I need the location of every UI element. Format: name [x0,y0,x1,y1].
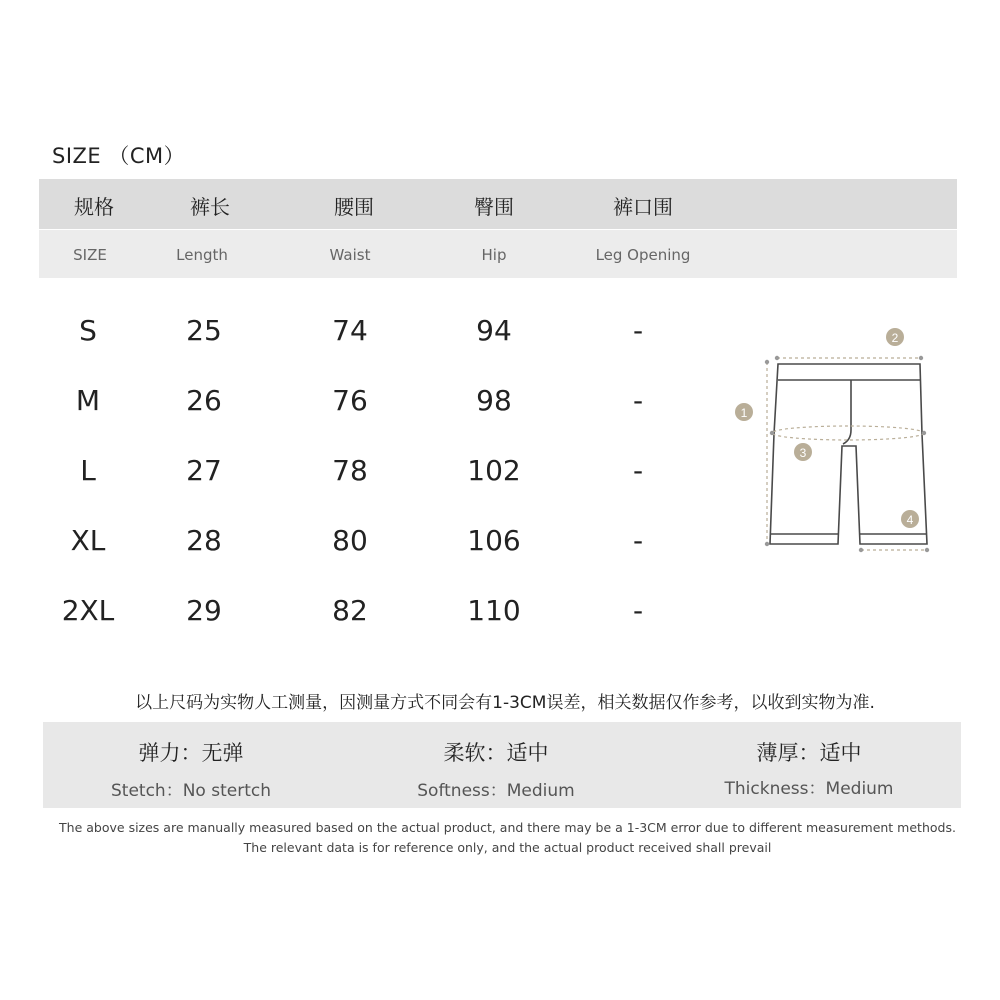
svg-text:3: 3 [799,446,807,460]
waist-cell: 76 [332,384,368,417]
header-waist-cn: 腰围 [334,195,374,219]
svg-text:1: 1 [740,406,748,420]
measurement-note-chinese: 以上尺码为实物人工测量，因测量方式不同会有1-3CM误差，相关数据仅作参考，以收到实物为准. [135,693,875,713]
header-hip-en: Hip [481,246,507,264]
leg-opening-cell: - [632,384,644,417]
length-cell: 27 [186,454,222,487]
size-cell: M [75,384,101,417]
header-length-cn: 裤长 [190,195,230,219]
measurement-note-english-line-2: The relevant data is for reference only, and the actual product received shall prevail [243,840,772,855]
softness-property-cn: 柔软：适中 [443,741,549,765]
size-cell: S [79,314,97,347]
measurement-note-english-line-1: The above sizes are manually measured based on the actual product, and there may be a 1-3CM error due to different measurement methods. [59,820,956,835]
marker-4 [901,510,919,528]
hip-cell: 106 [467,524,521,557]
header-size-en: SIZE [73,246,107,264]
thickness-property-cn: 薄厚：适中 [756,741,862,765]
waist-cell: 82 [332,594,368,627]
size-cell: 2XL [61,594,115,627]
leg-opening-cell: - [632,594,644,627]
length-cell: 26 [186,384,222,417]
hip-measure-line [772,426,924,440]
header-length-en: Length [176,246,228,264]
header-hip-cn: 臀围 [474,195,514,219]
table-row [0,314,720,354]
hip-cell: 98 [476,384,512,417]
size-cell: XL [70,524,106,557]
stretch-property-en: Stetch：No stertch [111,781,271,801]
waist-cell: 80 [332,524,368,557]
table-row [0,524,720,564]
length-cell: 29 [186,594,222,627]
size-cell: L [80,454,96,487]
header-waist-en: Waist [329,246,371,264]
waist-cell: 74 [332,314,368,347]
header-leg-opening-cn: 裤口围 [613,195,673,219]
thickness-property-en: Thickness：Medium [724,779,894,799]
shorts-measurement-diagram [725,322,960,562]
svg-text:4: 4 [906,513,914,527]
softness-property-en: Softness：Medium [417,781,575,801]
leg-opening-cell: - [632,314,644,347]
marker-1 [735,403,753,421]
fabric-properties-panel [43,722,961,808]
table-row [0,594,720,634]
leg-opening-cell: - [632,524,644,557]
hip-cell: 110 [467,594,521,627]
hip-cell: 94 [476,314,512,347]
svg-text:2: 2 [891,331,899,345]
leg-opening-cell: - [632,454,644,487]
table-row [0,454,720,494]
stretch-property-cn: 弹力：无弹 [138,741,244,765]
length-cell: 28 [186,524,222,557]
marker-3 [794,443,812,461]
hip-cell: 102 [467,454,521,487]
header-size-cn: 规格 [74,195,114,219]
size-chart-title: SIZE （CM） [52,144,186,168]
length-cell: 25 [186,314,222,347]
marker-2 [886,328,904,346]
table-row [0,384,720,424]
waist-cell: 78 [332,454,368,487]
header-leg-opening-en: Leg Opening [595,246,691,264]
